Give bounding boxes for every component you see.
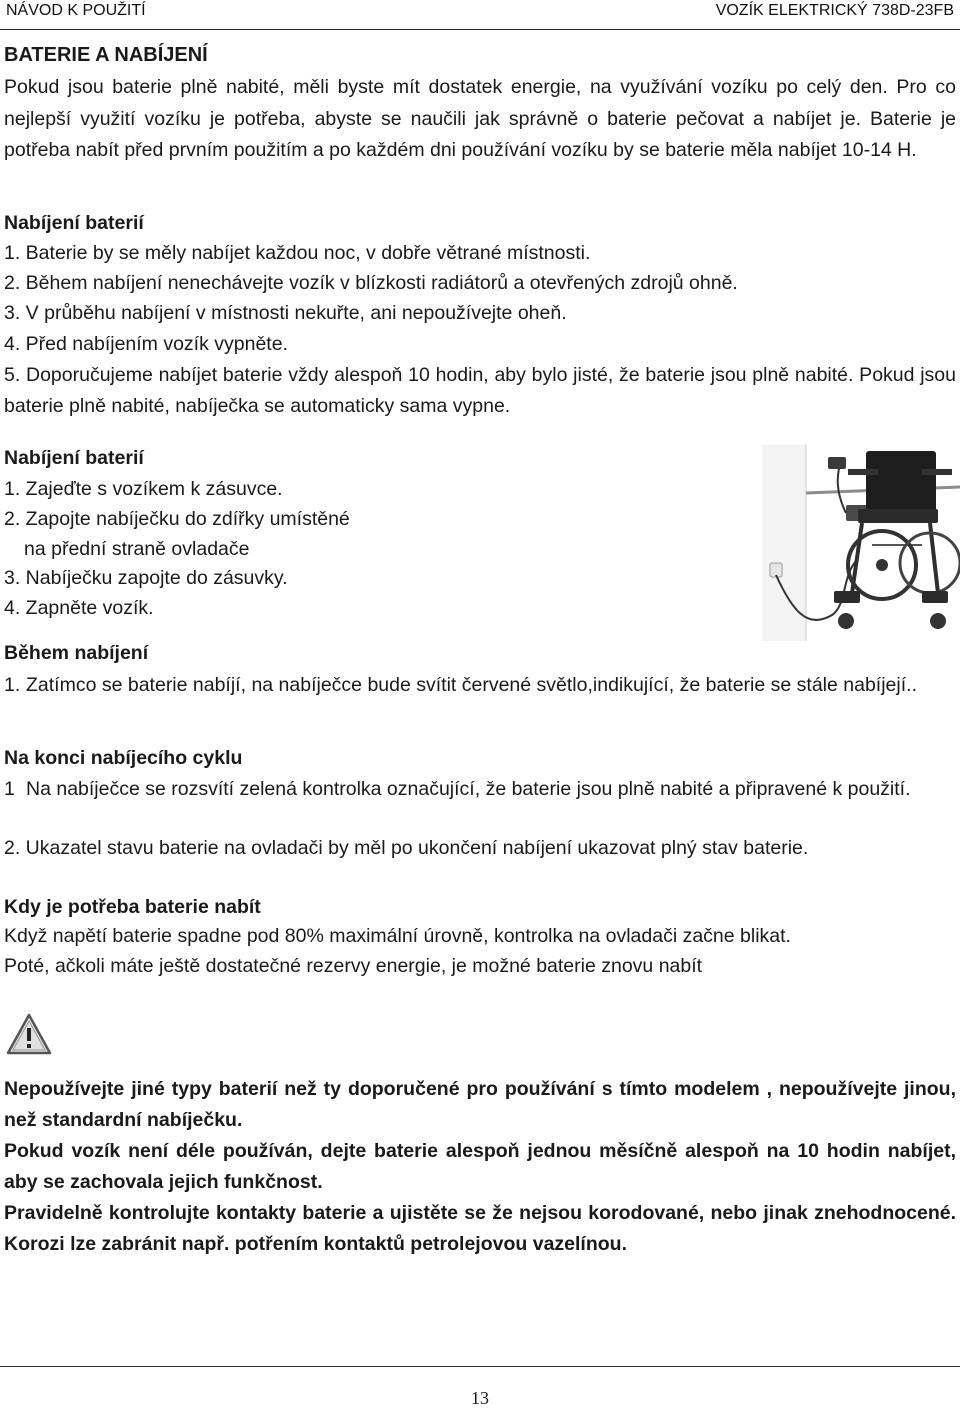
section-title: BATERIE A NABÍJENÍ (4, 44, 208, 66)
charging-steps-heading: Nabíjení baterií (4, 447, 144, 469)
end-cycle-heading: Na konci nabíjecího cyklu (4, 747, 243, 769)
charging-heading: Nabíjení baterií (4, 212, 144, 234)
during-charging-item-1 (4, 670, 956, 701)
charging-item-3: 3. V průběhu nabíjení v místnosti nekuřte, ani nepoužívejte oheň. (4, 302, 567, 324)
charging-step-3: 3. Nabíječku zapojte do zásuvky. (4, 567, 288, 589)
header-divider (0, 29, 960, 30)
charging-item-4: 4. Před nabíjením vozík vypněte. (4, 333, 288, 355)
warning-paragraph-1: Nepoužívejte jiné typy baterií než ty doporučené pro používání s tímto modelem , nepoužívejte jinou, než standardní nabíječku. (4, 1078, 956, 1131)
during-charging-item-1-text: Zatímco se baterie nabíjí, na nabíječce bude svítit červené světlo,indikující, že baterie se stále nabíjejí.. (26, 674, 917, 696)
charging-item-5-number: 5. (4, 364, 21, 386)
header-product-name: VOZÍK ELEKTRICKÝ 738D-23FB (715, 2, 954, 19)
charging-step-2: 2. Zapojte nabíječku do zdířky umístěné (4, 508, 350, 530)
during-charging-heading: Během nabíjení (4, 642, 149, 664)
when-to-charge-line-1: Když napětí baterie spadne pod 80% maximální úrovně, kontrolka na ovladači začne blikat. (4, 925, 791, 947)
end-cycle-item-2: 2. Ukazatel stavu baterie na ovladači by měl po ukončení nabíjení ukazovat plný stav baterie. (4, 837, 809, 859)
wheelchair-charging-photo (762, 445, 960, 641)
when-to-charge-line-2: Poté, ačkoli máte ještě dostatečné rezervy energie, je možné baterie znovu nabít (4, 955, 703, 977)
charging-step-4: 4. Zapněte vozík. (4, 597, 154, 619)
end-cycle-item-1-number: 1 (4, 778, 15, 800)
footer-divider (0, 1366, 960, 1367)
intro-paragraph: Pokud jsou baterie plně nabité, měli byste mít dostatek energie, na využívání vozíku po celý den. Pro co nejlepší využití vozíku je potřeba, abyste se naučili jak správně o baterie pečovat a nabíjet je. Baterie je potřeba nabít před prvním použitím a po každém dni používání vozíku by se baterie měla nabíjet 10-14 H. (4, 76, 956, 161)
warning-paragraph-2: Pokud vozík není déle používán, dejte baterie alespoň jednou měsíčně alespoň na 10 hodin nabíjet, aby se zachovala jejich funkčnost. (4, 1140, 956, 1193)
charging-item-2: 2. Během nabíjení nenechávejte vozík v blízkosti radiátorů a otevřených zdrojů ohně. (4, 272, 738, 294)
page-number: 13 (471, 1388, 489, 1408)
charging-step-1: 1. Zajeďte s vozíkem k zásuvce. (4, 478, 283, 500)
header-manual-title: NÁVOD K POUŽITÍ (6, 2, 146, 19)
end-cycle-item-1 (4, 774, 956, 805)
charging-item-5-text: Doporučujeme nabíjet baterie vždy alespoň 10 hodin, aby bylo jisté, že baterie jsou plně nabité. Pokud jsou baterie plně nabité, nabíječka se automaticky sama vypne. (4, 364, 956, 417)
charging-step-2-continued: na přední straně ovladače (24, 538, 250, 560)
when-to-charge-heading: Kdy je potřeba baterie nabít (4, 896, 261, 918)
charging-item-1: 1. Baterie by se měly nabíjet každou noc, v dobře větrané místnosti. (4, 242, 591, 264)
charging-item-5 (4, 360, 956, 422)
end-cycle-item-1-text: Na nabíječce se rozsvítí zelená kontrolka označující, že baterie jsou plně nabité a připravené k použití. (26, 778, 911, 800)
warning-triangle-icon (6, 1013, 52, 1055)
during-charging-item-1-number: 1. (4, 674, 21, 696)
page-header (0, 0, 960, 30)
warning-paragraph-3: Pravidelně kontrolujte kontakty baterie a ujistěte se že nejsou korodované, nebo jinak znehodnocené. Korozi lze zabránit např. potřením kontaktů petrolejovou vazelínou. (4, 1202, 956, 1255)
